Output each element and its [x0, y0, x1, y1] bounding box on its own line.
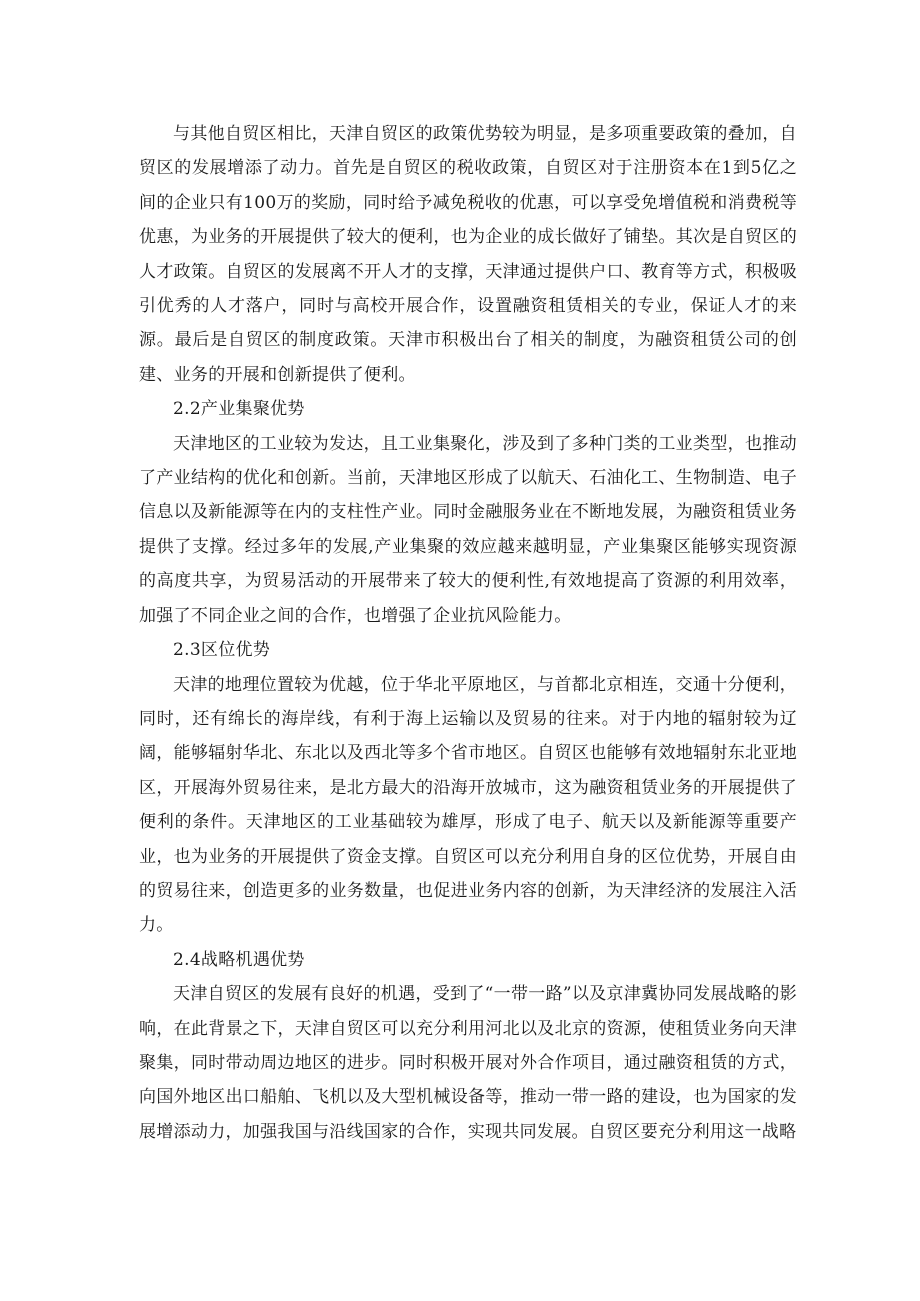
paragraph-industry-cluster: 天津地区的工业较为发达，且工业集聚化，涉及到了多种门类的工业类型，也推动了产业结构的优化和创新。当前，天津地区形成了以航天、石油化工、生物制造、电子信息以及新能源等在内的支柱性产业。同时金融服务业在不断地发展，为融资租赁业务提供了支撑。经过多年的发展,产业集聚的效应越来越明显，产业集聚区能够实现资源的高度共享，为贸易活动的开展带来了较大的便利性,有效地提高了资源的利用效率，加强了不同企业之间的合作，也增强了企业抗风险能力。 [139, 433, 797, 626]
section-heading-2-4: 2.4战略机遇优势 [173, 949, 305, 970]
section-heading-2-2: 2.2产业集聚优势 [173, 399, 305, 420]
paragraph-strategic-opportunity: 天津自贸区的发展有良好的机遇，受到了“一带一路”以及京津冀协同发展战略的影响，在此背景之下，天津自贸区可以充分利用河北以及北京的资源，使租赁业务向天津聚集，同时带动周边地区的进步。同时积极开展对外合作项目，通过融资租赁的方式，向国外地区出口船舶、飞机以及大型机械设备等，推动一带一路的建设，也为国家的发展增添动力，加强我国与沿线国家的合作，实现共同发展。自贸区要充分利用这一战略 [139, 984, 797, 1142]
paragraph-location-advantage: 天津的地理位置较为优越，位于华北平原地区，与首都北京相连，交通十分便利，同时，还有绵长的海岸线，有利于海上运输以及贸易的往来。对于内地的辐射较为辽阔，能够辐射华北、东北以及西北等多个省市地区。自贸区也能够有效地辐射东北亚地区，开展海外贸易往来，是北方最大的沿海开放城市，这为融资租赁业务的开展提供了便利的条件。天津地区的工业基础较为雄厚，形成了电子、航天以及新能源等重要产业，也为业务的开展提供了资金支撑。自贸区可以充分利用自身的区位优势，开展自由的贸易往来，创造更多的业务数量，也促进业务内容的创新，为天津经济的发展注入活力。 [139, 674, 797, 936]
document-body [139, 117, 797, 1149]
paragraph-policy-advantage: 与其他自贸区相比，天津自贸区的政策优势较为明显，是多项重要政策的叠加，自贸区的发展增添了动力。首先是自贸区的税收政策，自贸区对于注册资本在1到5亿之间的企业只有100万的奖励，同时给予减免税收的优惠，可以享受免增值税和消费税等优惠，为业务的开展提供了较大的便利，也为企业的成长做好了铺垫。其次是自贸区的人才政策。自贸区的发展离不开人才的支撑，天津通过提供户口、教育等方式，积极吸引优秀的人才落户，同时与高校开展合作，设置融资租赁相关的专业，保证人才的来源。最后是自贸区的制度政策。天津市积极出台了相关的制度，为融资租赁公司的创建、业务的开展和创新提供了便利。 [139, 124, 797, 385]
section-heading-2-3: 2.3区位优势 [173, 640, 271, 661]
